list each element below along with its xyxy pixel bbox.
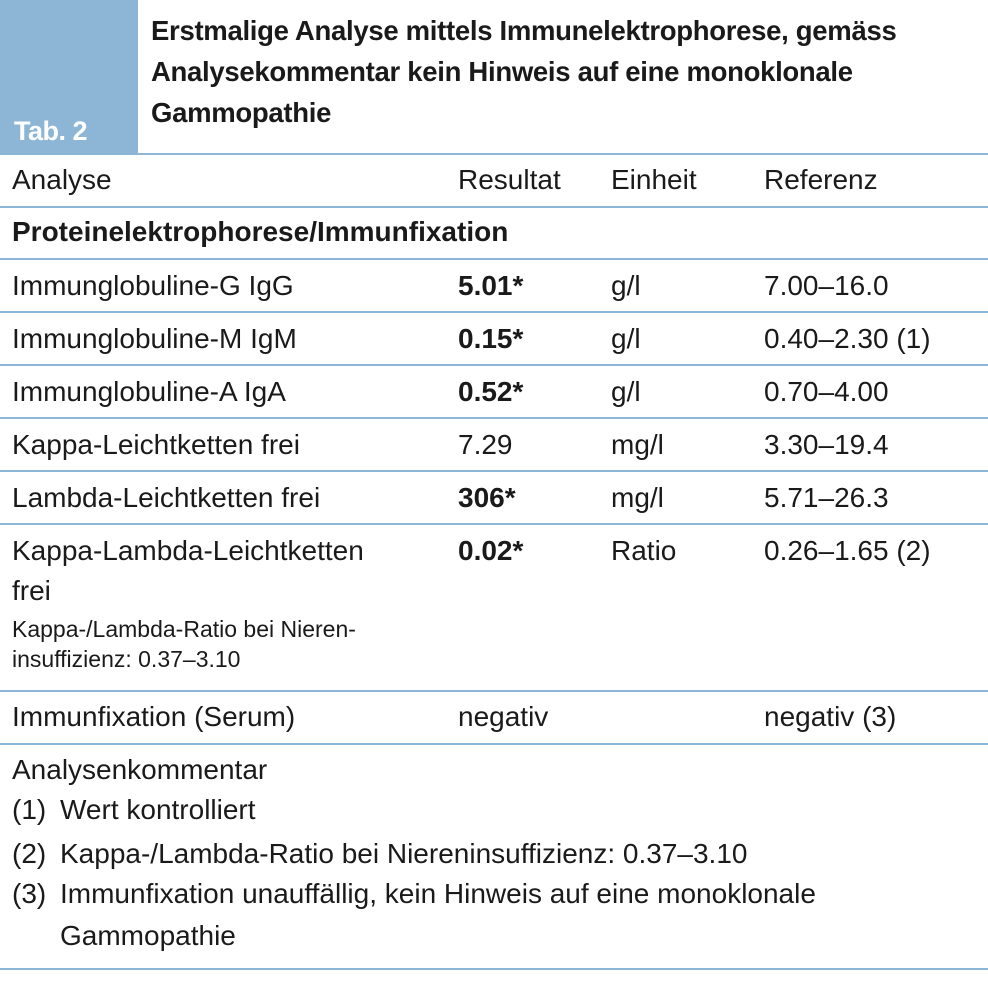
- row-referenz: 5.71–26.3: [764, 482, 889, 513]
- row-einheit: g/l: [611, 270, 641, 301]
- comment-text: Wert kontrolliert: [60, 794, 256, 825]
- row-analyse: Kappa-Leichtketten frei: [12, 429, 300, 460]
- row-resultat: 7.29: [458, 429, 513, 460]
- row-note: Kappa-/Lambda-Ratio bei Nieren-: [12, 616, 356, 642]
- comments-heading: Analysenkommentar: [12, 754, 268, 785]
- row-einheit: Ratio: [611, 535, 677, 566]
- column-header-referenz: Referenz: [764, 164, 878, 195]
- divider: [0, 417, 988, 419]
- row-einheit: g/l: [611, 376, 641, 407]
- row-note: insuffizienz: 0.37–3.10: [12, 646, 241, 672]
- column-header-einheit: Einheit: [611, 164, 697, 195]
- table-title: [151, 10, 981, 133]
- row-analyse-continued: frei: [12, 575, 51, 606]
- comment-number: (3): [12, 878, 47, 909]
- row-resultat: 0.15*: [458, 323, 524, 354]
- row-analyse: Kappa-Lambda-Leichtketten: [12, 535, 364, 566]
- comment-text-continued: Gammopathie: [60, 920, 236, 951]
- row-analyse: Immunglobuline-A IgA: [12, 376, 286, 407]
- row-resultat: 5.01*: [458, 270, 524, 301]
- tab-number-label: Tab. 2: [14, 116, 88, 146]
- divider: [0, 968, 988, 970]
- row-referenz: 0.26–1.65 (2): [764, 535, 931, 566]
- row-einheit: mg/l: [611, 482, 664, 513]
- table-title-line: Gammopathie: [151, 97, 332, 128]
- table-title-line: Erstmalige Analyse mittels Immunelektrophorese, gemäss: [151, 15, 897, 46]
- comment-number: (1): [12, 794, 47, 825]
- table-header: [0, 0, 988, 154]
- table-title-line: Analysekommentar kein Hinweis auf eine monoklonale: [151, 56, 853, 87]
- row-referenz: 0.70–4.00: [764, 376, 889, 407]
- column-header-analyse: Analyse: [12, 164, 112, 195]
- row-resultat: 0.02*: [458, 535, 524, 566]
- row-analyse: Immunglobuline-G IgG: [12, 270, 294, 301]
- column-header-resultat: Resultat: [458, 164, 561, 195]
- tab-number-box: [0, 0, 138, 154]
- divider: [0, 470, 988, 472]
- comment-text: Immunfixation unauffällig, kein Hinweis auf eine monoklonale: [60, 878, 816, 909]
- divider: [0, 311, 988, 313]
- row-resultat: negativ: [458, 701, 549, 732]
- divider: [0, 153, 988, 155]
- divider: [0, 206, 988, 208]
- comment-text: Kappa-/Lambda-Ratio bei Niereninsuffizienz: 0.37–3.10: [60, 838, 748, 869]
- row-referenz: 3.30–19.4: [764, 429, 889, 460]
- divider: [0, 743, 988, 745]
- divider: [0, 690, 988, 692]
- section-title: Proteinelektrophorese/Immunfixation: [12, 216, 509, 247]
- comment-number: (2): [12, 838, 47, 869]
- row-einheit: g/l: [611, 323, 641, 354]
- row-referenz: negativ (3): [764, 701, 897, 732]
- row-resultat: 0.52*: [458, 376, 524, 407]
- row-einheit: mg/l: [611, 429, 664, 460]
- row-analyse: Immunfixation (Serum): [12, 701, 296, 732]
- row-analyse: Immunglobuline-M IgM: [12, 323, 297, 354]
- row-resultat: 306*: [458, 482, 516, 513]
- divider: [0, 258, 988, 260]
- row-referenz: 7.00–16.0: [764, 270, 889, 301]
- divider: [0, 523, 988, 525]
- row-referenz: 0.40–2.30 (1): [764, 323, 931, 354]
- divider: [0, 364, 988, 366]
- row-analyse: Lambda-Leichtketten frei: [12, 482, 321, 513]
